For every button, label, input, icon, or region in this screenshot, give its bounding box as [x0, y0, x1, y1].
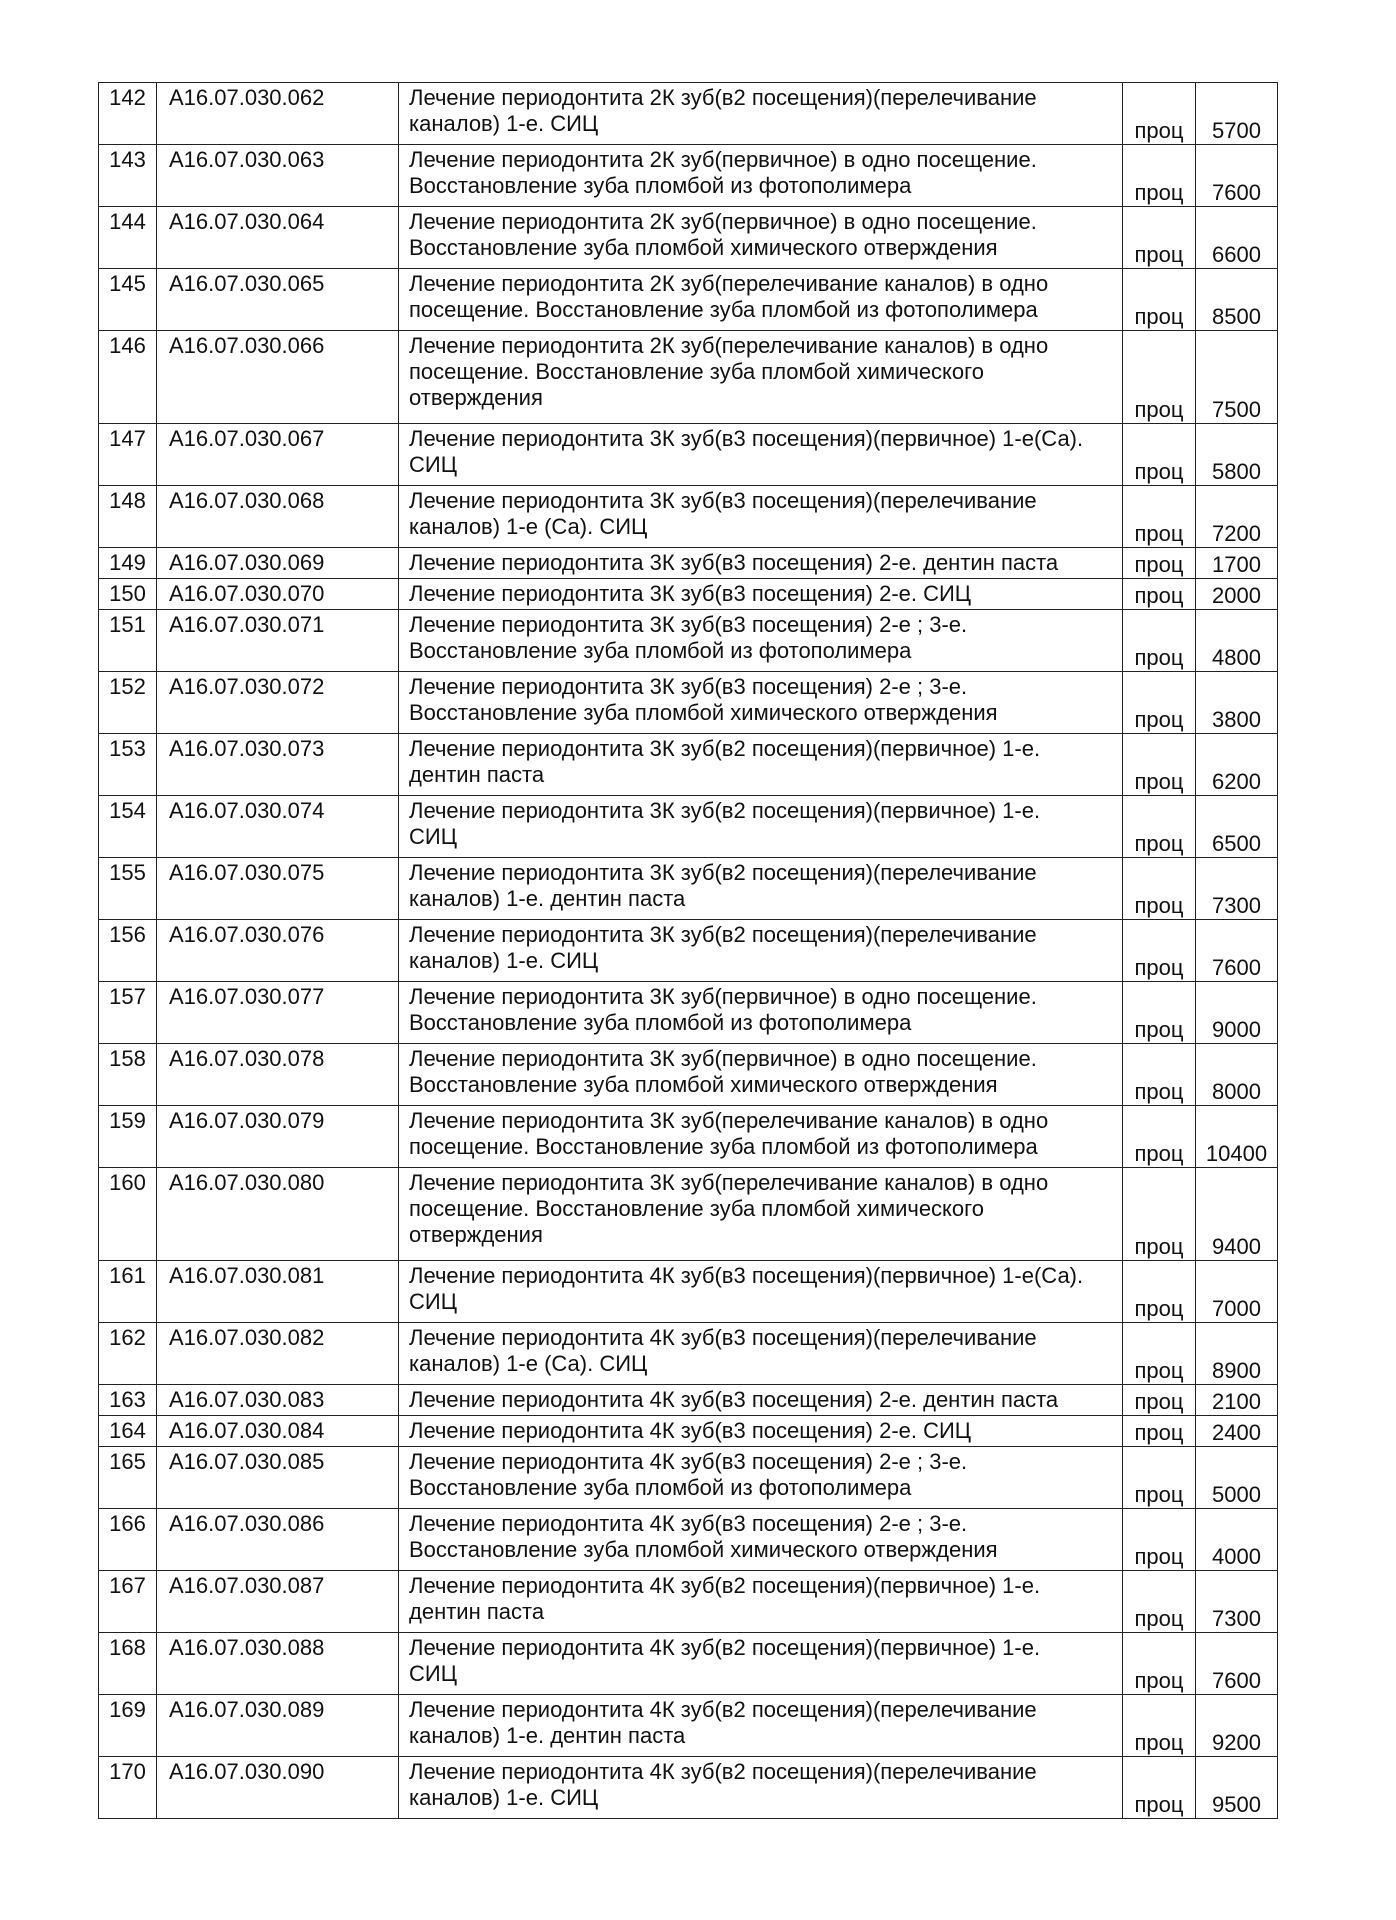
row-number: 167 [99, 1571, 157, 1633]
service-code: А16.07.030.068 [157, 486, 399, 548]
row-number: 164 [99, 1416, 157, 1447]
price: 10400 [1196, 1106, 1278, 1168]
table-row [99, 207, 1278, 269]
row-number: 165 [99, 1447, 157, 1509]
service-name: Лечение периодонтита 4К зуб(в3 посещения)(перелечивание каналов) 1-е (Са). СИЦ [399, 1323, 1123, 1385]
service-name: Лечение периодонтита 3К зуб(в3 посещения)(первичное) 1-е(Са). СИЦ [399, 424, 1123, 486]
table-row [99, 331, 1278, 424]
price: 7300 [1196, 858, 1278, 920]
table-row [99, 982, 1278, 1044]
price: 8000 [1196, 1044, 1278, 1106]
unit-of-measure: проц [1123, 1416, 1196, 1447]
service-name: Лечение периодонтита 2К зуб(в2 посещения)(перелечивание каналов) 1-е. СИЦ [399, 83, 1123, 145]
row-number: 169 [99, 1695, 157, 1757]
unit-of-measure: проц [1123, 1106, 1196, 1168]
row-number: 153 [99, 734, 157, 796]
row-number: 163 [99, 1385, 157, 1416]
table-row [99, 548, 1278, 579]
service-code: А16.07.030.082 [157, 1323, 399, 1385]
service-name: Лечение периодонтита 2К зуб(первичное) в одно посещение. Восстановление зуба пломбой из фотополимера [399, 145, 1123, 207]
price: 7200 [1196, 486, 1278, 548]
row-number: 170 [99, 1757, 157, 1819]
service-name: Лечение периодонтита 4К зуб(в2 посещения)(первичное) 1-е. СИЦ [399, 1633, 1123, 1695]
row-number: 166 [99, 1509, 157, 1571]
row-number: 147 [99, 424, 157, 486]
table-row [99, 424, 1278, 486]
table-row [99, 1447, 1278, 1509]
unit-of-measure: проц [1123, 548, 1196, 579]
price: 7500 [1196, 331, 1278, 424]
table-row [99, 1509, 1278, 1571]
table-row [99, 1044, 1278, 1106]
unit-of-measure: проц [1123, 1571, 1196, 1633]
table-row [99, 1416, 1278, 1447]
table-row [99, 1757, 1278, 1819]
service-name: Лечение периодонтита 4К зуб(в3 посещения)(первичное) 1-е(Са). СИЦ [399, 1261, 1123, 1323]
unit-of-measure: проц [1123, 269, 1196, 331]
price: 8900 [1196, 1323, 1278, 1385]
price: 3800 [1196, 672, 1278, 734]
row-number: 150 [99, 579, 157, 610]
unit-of-measure: проц [1123, 734, 1196, 796]
unit-of-measure: проц [1123, 1633, 1196, 1695]
unit-of-measure: проц [1123, 145, 1196, 207]
row-number: 160 [99, 1168, 157, 1261]
price-table [98, 82, 1278, 1819]
unit-of-measure: проц [1123, 982, 1196, 1044]
row-number: 142 [99, 83, 157, 145]
price: 7000 [1196, 1261, 1278, 1323]
unit-of-measure: проц [1123, 83, 1196, 145]
service-code: А16.07.030.070 [157, 579, 399, 610]
service-code: А16.07.030.089 [157, 1695, 399, 1757]
price: 9200 [1196, 1695, 1278, 1757]
unit-of-measure: проц [1123, 486, 1196, 548]
service-code: А16.07.030.090 [157, 1757, 399, 1819]
unit-of-measure: проц [1123, 1168, 1196, 1261]
service-name: Лечение периодонтита 3К зуб(в2 посещения)(первичное) 1-е. дентин паста [399, 734, 1123, 796]
row-number: 151 [99, 610, 157, 672]
service-name: Лечение периодонтита 2К зуб(перелечивание каналов) в одно посещение. Восстановление зуба пломбой из фотополимера [399, 269, 1123, 331]
service-code: А16.07.030.069 [157, 548, 399, 579]
price: 2000 [1196, 579, 1278, 610]
table-row [99, 858, 1278, 920]
row-number: 159 [99, 1106, 157, 1168]
table-row [99, 1261, 1278, 1323]
table-row [99, 145, 1278, 207]
price: 1700 [1196, 548, 1278, 579]
service-code: А16.07.030.084 [157, 1416, 399, 1447]
service-code: А16.07.030.072 [157, 672, 399, 734]
service-code: А16.07.030.088 [157, 1633, 399, 1695]
service-name: Лечение периодонтита 4К зуб(в2 посещения)(перелечивание каналов) 1-е. СИЦ [399, 1757, 1123, 1819]
service-name: Лечение периодонтита 3К зуб(в3 посещения) 2-е ; 3-е. Восстановление зуба пломбой из фотополимера [399, 610, 1123, 672]
table-row [99, 672, 1278, 734]
price: 5800 [1196, 424, 1278, 486]
row-number: 143 [99, 145, 157, 207]
row-number: 146 [99, 331, 157, 424]
row-number: 158 [99, 1044, 157, 1106]
price-table-body [99, 83, 1278, 1819]
service-name: Лечение периодонтита 3К зуб(перелечивание каналов) в одно посещение. Восстановление зуба пломбой из фотополимера [399, 1106, 1123, 1168]
price: 9400 [1196, 1168, 1278, 1261]
service-code: А16.07.030.074 [157, 796, 399, 858]
service-code: А16.07.030.083 [157, 1385, 399, 1416]
row-number: 148 [99, 486, 157, 548]
table-row [99, 796, 1278, 858]
price: 6600 [1196, 207, 1278, 269]
unit-of-measure: проц [1123, 672, 1196, 734]
service-name: Лечение периодонтита 3К зуб(первичное) в одно посещение. Восстановление зуба пломбой из фотополимера [399, 982, 1123, 1044]
row-number: 162 [99, 1323, 157, 1385]
row-number: 149 [99, 548, 157, 579]
service-name: Лечение периодонтита 4К зуб(в2 посещения)(перелечивание каналов) 1-е. дентин паста [399, 1695, 1123, 1757]
service-name: Лечение периодонтита 3К зуб(в3 посещения) 2-е ; 3-е. Восстановление зуба пломбой химического отверждения [399, 672, 1123, 734]
price: 9500 [1196, 1757, 1278, 1819]
row-number: 156 [99, 920, 157, 982]
service-name: Лечение периодонтита 4К зуб(в3 посещения) 2-е. дентин паста [399, 1385, 1123, 1416]
table-row [99, 1106, 1278, 1168]
price: 6500 [1196, 796, 1278, 858]
price: 7600 [1196, 145, 1278, 207]
row-number: 155 [99, 858, 157, 920]
unit-of-measure: проц [1123, 207, 1196, 269]
service-code: А16.07.030.081 [157, 1261, 399, 1323]
table-row [99, 1571, 1278, 1633]
service-code: А16.07.030.071 [157, 610, 399, 672]
unit-of-measure: проц [1123, 1261, 1196, 1323]
service-code: А16.07.030.076 [157, 920, 399, 982]
service-code: А16.07.030.086 [157, 1509, 399, 1571]
table-row [99, 1385, 1278, 1416]
service-name: Лечение периодонтита 2К зуб(первичное) в одно посещение. Восстановление зуба пломбой химического отверждения [399, 207, 1123, 269]
service-code: А16.07.030.079 [157, 1106, 399, 1168]
table-row [99, 1633, 1278, 1695]
price: 9000 [1196, 982, 1278, 1044]
price: 5000 [1196, 1447, 1278, 1509]
service-name: Лечение периодонтита 4К зуб(в3 посещения) 2-е ; 3-е. Восстановление зуба пломбой из фотополимера [399, 1447, 1123, 1509]
service-name: Лечение периодонтита 3К зуб(в2 посещения)(первичное) 1-е. СИЦ [399, 796, 1123, 858]
price: 6200 [1196, 734, 1278, 796]
table-row [99, 579, 1278, 610]
service-code: А16.07.030.066 [157, 331, 399, 424]
unit-of-measure: проц [1123, 1757, 1196, 1819]
unit-of-measure: проц [1123, 1447, 1196, 1509]
table-row [99, 610, 1278, 672]
unit-of-measure: проц [1123, 610, 1196, 672]
service-name: Лечение периодонтита 3К зуб(в3 посещения)(перелечивание каналов) 1-е (Са). СИЦ [399, 486, 1123, 548]
service-name: Лечение периодонтита 3К зуб(первичное) в одно посещение. Восстановление зуба пломбой химического отверждения [399, 1044, 1123, 1106]
table-row [99, 920, 1278, 982]
unit-of-measure: проц [1123, 1323, 1196, 1385]
service-code: А16.07.030.080 [157, 1168, 399, 1261]
row-number: 154 [99, 796, 157, 858]
price: 7300 [1196, 1571, 1278, 1633]
service-code: А16.07.030.075 [157, 858, 399, 920]
service-code: А16.07.030.087 [157, 1571, 399, 1633]
table-row [99, 486, 1278, 548]
price: 4000 [1196, 1509, 1278, 1571]
service-code: А16.07.030.064 [157, 207, 399, 269]
unit-of-measure: проц [1123, 858, 1196, 920]
service-code: А16.07.030.062 [157, 83, 399, 145]
row-number: 161 [99, 1261, 157, 1323]
price: 7600 [1196, 1633, 1278, 1695]
service-code: А16.07.030.077 [157, 982, 399, 1044]
price: 8500 [1196, 269, 1278, 331]
unit-of-measure: проц [1123, 1044, 1196, 1106]
unit-of-measure: проц [1123, 1385, 1196, 1416]
row-number: 168 [99, 1633, 157, 1695]
row-number: 152 [99, 672, 157, 734]
service-name: Лечение периодонтита 4К зуб(в3 посещения) 2-е. СИЦ [399, 1416, 1123, 1447]
service-name: Лечение периодонтита 4К зуб(в2 посещения)(первичное) 1-е. дентин паста [399, 1571, 1123, 1633]
service-code: А16.07.030.073 [157, 734, 399, 796]
row-number: 144 [99, 207, 157, 269]
table-row [99, 269, 1278, 331]
service-code: А16.07.030.065 [157, 269, 399, 331]
service-code: А16.07.030.067 [157, 424, 399, 486]
service-name: Лечение периодонтита 4К зуб(в3 посещения) 2-е ; 3-е. Восстановление зуба пломбой химического отверждения [399, 1509, 1123, 1571]
unit-of-measure: проц [1123, 1695, 1196, 1757]
service-code: А16.07.030.085 [157, 1447, 399, 1509]
unit-of-measure: проц [1123, 796, 1196, 858]
table-row [99, 734, 1278, 796]
service-name: Лечение периодонтита 3К зуб(в2 посещения)(перелечивание каналов) 1-е. СИЦ [399, 920, 1123, 982]
row-number: 145 [99, 269, 157, 331]
table-row [99, 1323, 1278, 1385]
unit-of-measure: проц [1123, 331, 1196, 424]
price: 4800 [1196, 610, 1278, 672]
unit-of-measure: проц [1123, 424, 1196, 486]
unit-of-measure: проц [1123, 579, 1196, 610]
service-name: Лечение периодонтита 2К зуб(перелечивание каналов) в одно посещение. Восстановление зуба пломбой химического отверждения [399, 331, 1123, 424]
service-name: Лечение периодонтита 3К зуб(в3 посещения) 2-е. дентин паста [399, 548, 1123, 579]
unit-of-measure: проц [1123, 920, 1196, 982]
table-row [99, 83, 1278, 145]
service-code: А16.07.030.078 [157, 1044, 399, 1106]
price: 7600 [1196, 920, 1278, 982]
table-row [99, 1168, 1278, 1261]
service-name: Лечение периодонтита 3К зуб(в2 посещения)(перелечивание каналов) 1-е. дентин паста [399, 858, 1123, 920]
unit-of-measure: проц [1123, 1509, 1196, 1571]
service-code: А16.07.030.063 [157, 145, 399, 207]
price: 5700 [1196, 83, 1278, 145]
service-name: Лечение периодонтита 3К зуб(перелечивание каналов) в одно посещение. Восстановление зуба пломбой химического отверждения [399, 1168, 1123, 1261]
price: 2400 [1196, 1416, 1278, 1447]
row-number: 157 [99, 982, 157, 1044]
price: 2100 [1196, 1385, 1278, 1416]
service-name: Лечение периодонтита 3К зуб(в3 посещения) 2-е. СИЦ [399, 579, 1123, 610]
table-row [99, 1695, 1278, 1757]
